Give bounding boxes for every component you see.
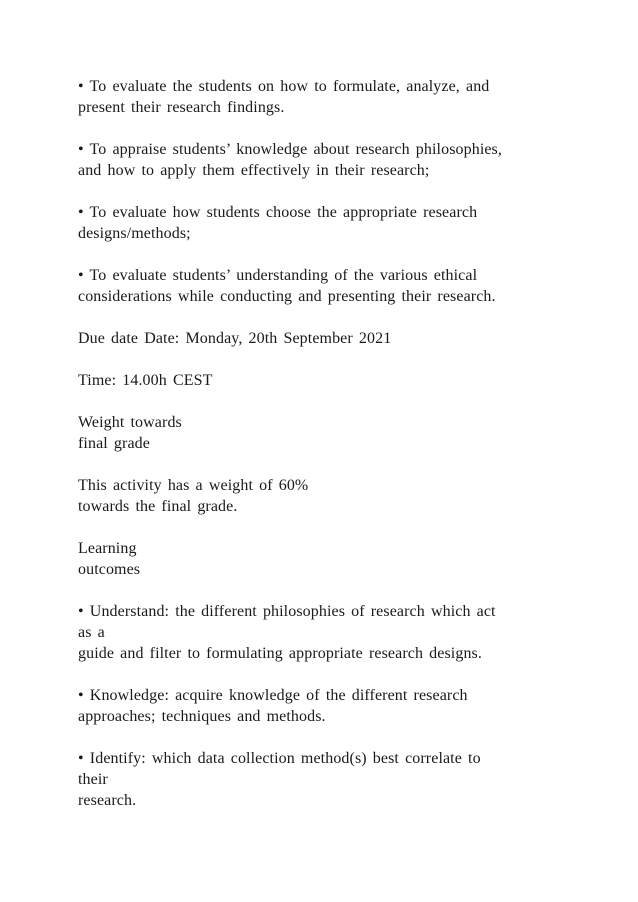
text-line: Weight towards (78, 414, 182, 431)
objective-research-designs (78, 202, 568, 244)
weight-heading (78, 412, 568, 454)
text-line: considerations while conducting and presenting their research. (78, 288, 496, 305)
objective-ethical-considerations (78, 265, 568, 307)
text-line: • To evaluate the students on how to formulate, analyze, and (78, 78, 490, 95)
text-line: Due date Date: Monday, 20th September 2021 (78, 330, 392, 347)
document-body (78, 76, 568, 832)
text-line: • To appraise students’ knowledge about research philosophies, (78, 141, 502, 158)
text-line: final grade (78, 435, 150, 452)
text-line: Learning (78, 540, 137, 557)
text-line: • Knowledge: acquire knowledge of the different research (78, 687, 468, 704)
text-line: • To evaluate students’ understanding of the various ethical (78, 267, 478, 284)
text-line: This activity has a weight of 60% (78, 477, 309, 494)
due-time (78, 370, 568, 391)
text-line: present their research findings. (78, 99, 285, 116)
text-line: • Understand: the different philosophies of research which act (78, 603, 496, 620)
weight-description (78, 475, 568, 517)
text-line: designs/methods; (78, 225, 191, 242)
text-line: guide and filter to formulating appropriate research designs. (78, 645, 482, 662)
text-line: • Identify: which data collection method(s) best correlate to (78, 750, 481, 767)
learning-outcomes-heading (78, 538, 568, 580)
objective-formulate-analyze (78, 76, 568, 118)
text-line: and how to apply them effectively in their research; (78, 162, 430, 179)
outcome-knowledge (78, 685, 568, 727)
due-date (78, 328, 568, 349)
outcome-identify (78, 748, 568, 811)
text-line: outcomes (78, 561, 141, 578)
outcome-understand (78, 601, 568, 664)
text-line: • To evaluate how students choose the appropriate research (78, 204, 478, 221)
objective-research-philosophies (78, 139, 568, 181)
text-line: their (78, 771, 108, 788)
text-line: as a (78, 624, 105, 641)
text-line: towards the final grade. (78, 498, 238, 515)
text-line: research. (78, 792, 137, 809)
text-line: Time: 14.00h CEST (78, 372, 213, 389)
text-line: approaches; techniques and methods. (78, 708, 326, 725)
